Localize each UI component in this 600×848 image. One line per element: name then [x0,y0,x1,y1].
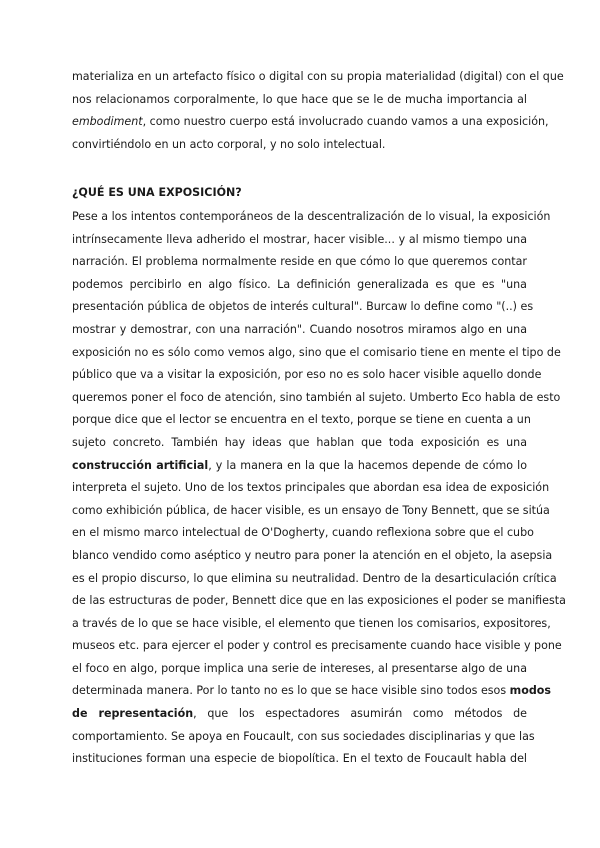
text-line: queremos poner el foco de atención, sino también al sujeto. Umberto Eco habla de esto [72,390,561,404]
text-fragment: , que los espectadores asumirán como métodos de [193,707,527,721]
bold-term: de representación [72,707,194,721]
text-line: exposición no es sólo como vemos algo, sino que el comisario tiene en mente el tipo de [72,345,561,359]
text-line: narración. El problema normalmente reside en que cómo lo que queremos contar [72,255,527,269]
text-line: materializa en un artefacto físico o digital con su propia materialidad (digital) con el que [72,70,564,83]
text-line: es el propio discurso, lo que elimina su neutralidad. Dentro de la desarticulación crítica [72,571,557,585]
text-line: porque dice que el lector se encuentra en el texto, porque se tiene en cuenta a un [72,413,531,427]
section-heading: ¿QUÉ ES UNA EXPOSICIÓN? [72,186,242,199]
text-fragment: , como nuestro cuerpo está involucrado cuando vamos a una exposición, [142,115,549,129]
text-line: blanco vendido como aséptico y neutro para poner la atención en el objeto, la asepsia [72,548,553,562]
text-line: público que va a visitar la exposición, por eso no es solo hacer visible aquello donde [72,368,542,382]
text-line: comportamiento. Se apoya en Foucault, con sus sociedades disciplinarias y que las [72,729,535,743]
text-line: museos etc. para ejercer el poder y control es precisamente cuando hace visible y pone [72,639,562,653]
text-line: en el mismo marco intelectual de O'Dogherty, cuando reflexiona sobre que el cubo [72,526,534,540]
emphasis-embodiment: embodiment [72,115,143,129]
paragraph-intro [72,66,564,156]
text-line: sujeto concreto. También hay ideas que hablan que toda exposición es una [72,435,527,449]
text-line [72,111,549,134]
text-fragment: determinada manera. Por lo tanto no es lo que se hace visible sino todos esos [72,684,510,698]
text-fragment: , y la manera en la que la hacemos depende de cómo lo [208,458,527,472]
text-line: intrínsecamente lleva adherido el mostrar, hacer visible... y al mismo tiempo una [72,232,527,246]
text-line: como exhibición pública, de hacer visible, es un ensayo de Tony Bennett, que se sitúa [72,503,550,517]
bold-term: construcción artificial [72,458,209,472]
text-line: interpreta el sujeto. Uno de los textos principales que abordan esa idea de exposición [72,481,550,495]
paragraph-body [72,206,566,771]
text-line: el foco en algo, porque implica una serie de intereses, al presentarse algo de una [72,661,527,675]
text-line: de las estructuras de poder, Bennett dice que en las exposiciones el poder se manifiesta [72,594,566,608]
text-line: Pese a los intentos contemporáneos de la descentralización de lo visual, la exposición [72,210,551,223]
text-line: a través de lo que se hace visible, el elemento que tienen los comisarios, expositores, [72,616,551,630]
text-line [72,703,527,726]
text-line: presentación pública de objetos de interés cultural". Burcaw lo define como "(..) es [72,300,534,314]
text-line: podemos percibirlo en algo físico. La definición generalizada es que es "una [72,277,527,291]
text-line: convirtiéndolo en un acto corporal, y no solo intelectual. [72,137,386,151]
bold-term: modos [509,684,552,698]
text-line: mostrar y demostrar, con una narración". Cuando nosotros miramos algo en una [72,322,527,336]
text-line [72,455,527,478]
text-line [72,680,552,703]
text-line: instituciones forman una especie de biopolítica. En el texto de Foucault habla del [72,752,527,766]
text-line: nos relacionamos corporalmente, lo que hace que se le de mucha importancia al [72,92,527,106]
